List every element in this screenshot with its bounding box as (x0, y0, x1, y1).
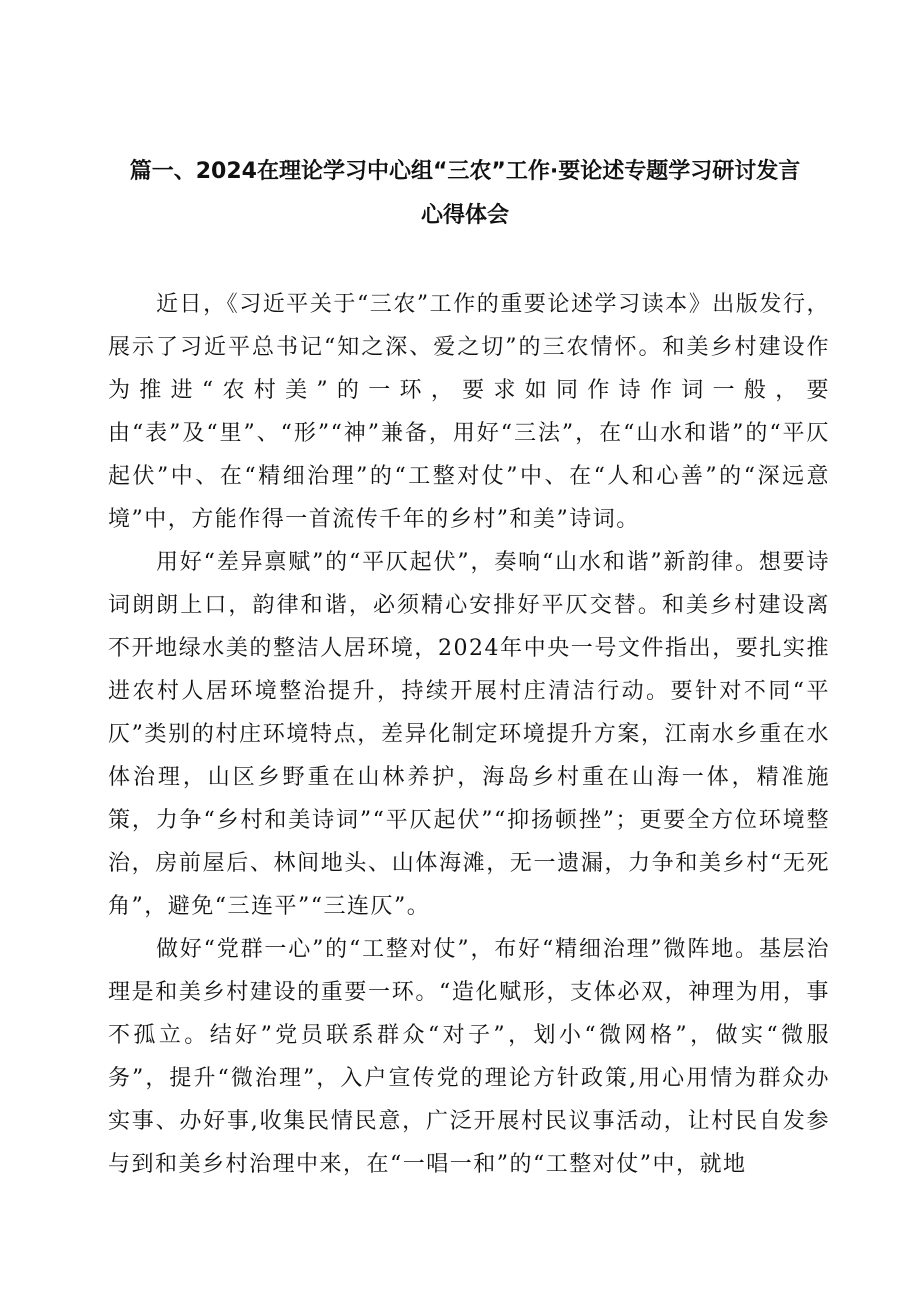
paragraph-2: 用好“差异禀赋”的“平仄起伏”，奏响“山水和谐”新韵律。想要诗词朗朗上口，韵律和谐，必须精心安排好平仄交替。和美乡村建设离不开地绿水美的整洁人居环境，2024年中央一号文件指出，要扎实推进农村人居环境整治提升，持续开展村庄清洁行动。要针对不同“平仄”类别的村庄环境特点，差异化制定环境提升方案，江南水乡重在水体治理，山区乡野重在山林养护，海岛乡村重在山海一体，精准施策，力争“乡村和美诗词”“平仄起伏”“抑扬顿挫”；更要全方位环境整治，房前屋后、林间地头、山体海滩，无一遗漏，力争和美乡村“无死角”，避免“三连平”“三连仄”。 (108, 550, 830, 919)
paragraph-3: 做好“党群一心”的“工整对仗”，布好“精细治理”微阵地。基层治理是和美乡村建设的重要一环。“造化赋形，支体必双，神理为用，事不孤立。结好”党员联系群众“对子”，划小“微网格”，做实“微服务”，提升“微治理”，入户宣传党的理论方针政策,用心用情为群众办实事、办好事,收集民情民意，广泛开展村民议事活动，让村民自发参与到和美乡村治理中来，在“一唱一和”的“工整对仗”中，就地 (108, 937, 830, 1177)
title-line-1: 篇一、2024在理论学习中心组“三农”工作·要论述专题学习研讨发言 (129, 159, 801, 184)
document-title (120, 150, 810, 238)
paragraph-1: 近日，《习近平关于“三农”工作的重要论述学习读本》出版发行，展示了习近平总书记“知之深、爱之切”的三农情怀。和美乡村建设作为推进“农村美”的一环，要求如同作诗作词一般，要由“表”及“里”、“形”“神”兼备，用好“三法”，在“山水和谐”的“平仄起伏”中、在“精细治理”的“工整对仗”中、在“人和心善”的“深远意境”中，方能作得一首流传千年的乡村”和美”诗词。 (108, 292, 830, 532)
title-line-2: 心得体会 (420, 203, 509, 228)
document-body (108, 283, 830, 1186)
